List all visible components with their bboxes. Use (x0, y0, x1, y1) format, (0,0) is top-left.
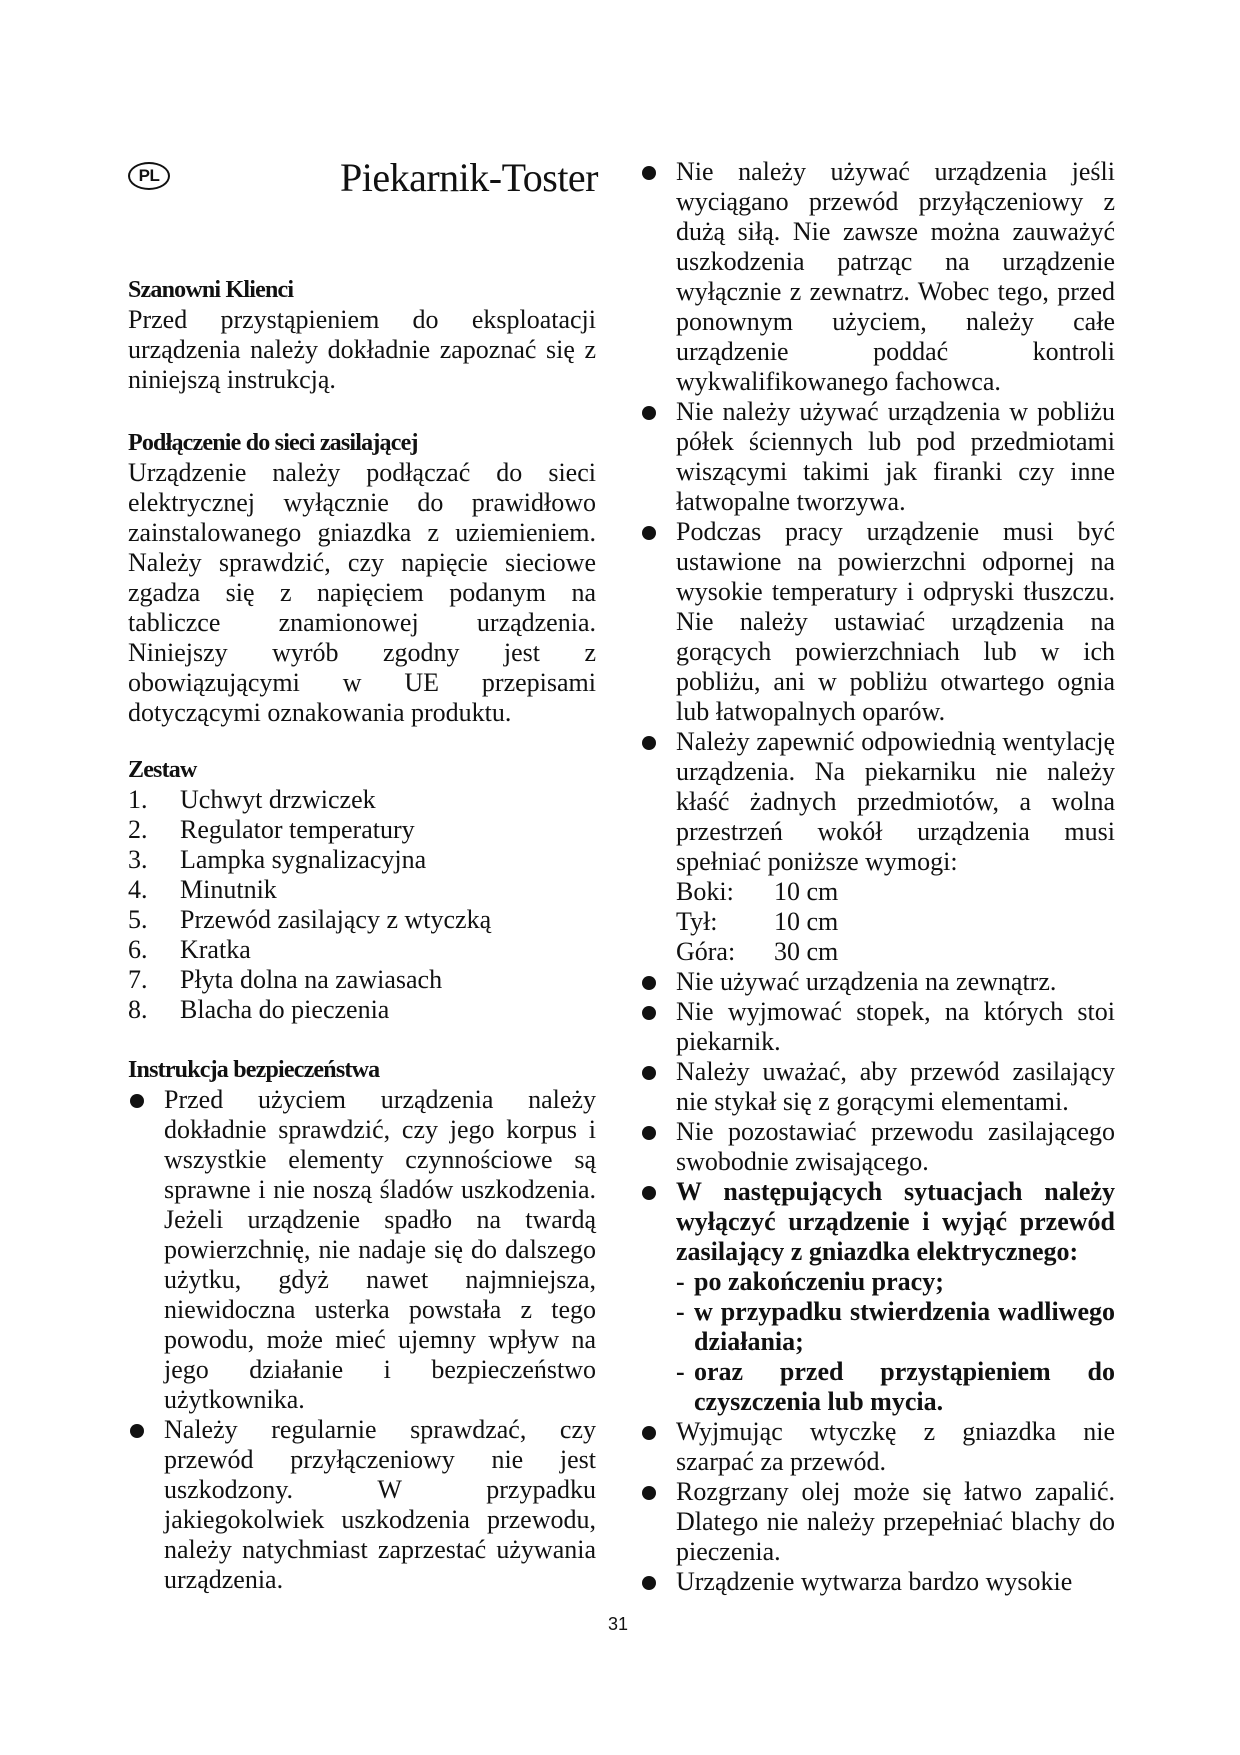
bullet-icon (642, 976, 656, 990)
intro-heading: Szanowni Klienci (128, 277, 294, 303)
list-item (640, 157, 1115, 397)
item-text: Przed użyciem urządzenia należy dokładnie sprawdzić, czy jego korpus i wszystkie elementy czynnościowe są sprawne i nie noszą śladów uszkodzenia. Jeżeli urządzenie spadło na twardą powierzchnię, nie nadaje się do dalszego użytku, gdyż nawet najmniejsza, niewidoczna usterka powstała z tego powodu, może mieć ujemny wpływ na jego działanie i bezpieczeństwo użytkownika. (164, 1085, 596, 1414)
list-item (128, 785, 596, 815)
item-number: 8. (128, 995, 148, 1024)
list-item (640, 727, 1115, 967)
list-item (128, 965, 596, 995)
item-text: Rozgrzany olej może się łatwo zapalić. Dlatego nie należy przepełniać blachy do pieczenia. (676, 1477, 1115, 1566)
item-number: 5. (128, 905, 148, 934)
dash-mark: - (676, 1357, 685, 1386)
item-text: Nie wyjmować stopek, na których stoi piekarnik. (676, 997, 1115, 1056)
clearance-value: 30 cm (774, 937, 839, 966)
item-number: 3. (128, 845, 148, 874)
safety-list (128, 1085, 596, 1595)
item-text: Wyjmując wtyczkę z gniazdka nie szarpać za przewód. (676, 1417, 1115, 1476)
list-item (640, 1057, 1115, 1117)
set-heading: Zestaw (128, 757, 197, 783)
bullet-icon (642, 1426, 656, 1440)
intro-text: Przed przystąpieniem do eksploatacji urządzenia należy dokładnie zapoznać się z niniejszą instrukcją. (128, 305, 596, 394)
list-item (640, 397, 1115, 517)
bullet-icon (642, 1066, 656, 1080)
connection-heading: Podłączenie do sieci zasilającej (128, 430, 418, 456)
bullet-icon (642, 1186, 656, 1200)
item-text: Należy zapewnić odpowiednią wentylację urządzenia. Na piekarniku nie należy kłaść żadnych przedmiotów, a wolna przestrzeń wokół urządzenia musi spełniać poniższe wymogi: (676, 727, 1115, 876)
clearance-label: Góra: (676, 937, 736, 966)
dash-mark: - (676, 1267, 685, 1296)
item-text: Należy uważać, aby przewód zasilający nie stykał się z gorącymi elementami. (676, 1057, 1115, 1116)
item-text: Nie należy używać urządzenia jeśli wyciągano przewód przyłączeniowy z dużą siłą. Nie zawsze można zauważyć uszkodzenia patrząc na urządzenie wyłącznie z zewnatrz. Wobec tego, przed ponownym użyciem, należy całe urządzenie poddać kontroli wykwalifikowanego fachowca. (676, 157, 1115, 396)
list-item (128, 845, 596, 875)
list-item (640, 1117, 1115, 1177)
list-item (128, 1085, 596, 1415)
sub-item-text: oraz przed przystąpieniem do czyszczenia lub mycia. (694, 1357, 1115, 1416)
item-text: Podczas pracy urządzenie musi być ustawione na powierzchni odpornej na wysokie temperatury i odpryski tłuszczu. Nie należy ustawiać urządzenia na gorących powierzchniach lub w ich pobliżu, ani w pobliżu otwartego ognia lub łatwopalnych oparów. (676, 517, 1115, 726)
item-number: 7. (128, 965, 148, 994)
item-label: Lampka sygnalizacyjna (180, 845, 427, 874)
item-text: Należy regularnie sprawdzać, czy przewód przyłączeniowy nie jest uszkodzony. W przypadku jakiegokolwiek uszkodzenia przewodu, należy natychmiast zaprzestać używania urządzenia. (164, 1415, 596, 1594)
bullet-icon (642, 1006, 656, 1020)
bullet-icon (642, 166, 656, 180)
list-item (640, 1417, 1115, 1477)
bullet-icon (642, 406, 656, 420)
unplug-sublist (676, 1267, 1115, 1417)
bullet-icon (130, 1094, 144, 1108)
item-label: Regulator temperatury (180, 815, 415, 844)
item-label: Blacha do pieczenia (180, 995, 390, 1024)
list-item (640, 997, 1115, 1057)
document-title: Piekarnik-Toster (339, 155, 598, 200)
connection-text: Urządzenie należy podłączać do sieci elektrycznej wyłącznie do prawidłowo zainstalowanego gniazdka z uziemieniem. Należy sprawdzić, czy napięcie sieciowe zgadza się z napięciem podanym na tabliczce znamionowej urządzenia. Niniejszy wyrób zgodny jest z obowiązującymi w UE przepisami dotyczącymi oznakowania produktu. (128, 458, 596, 727)
item-label: Minutnik (180, 875, 277, 904)
bullet-icon (642, 1576, 656, 1590)
item-text: Urządzenie wytwarza bardzo wysokie (676, 1567, 1073, 1596)
bullet-icon (642, 526, 656, 540)
bullet-icon (642, 736, 656, 750)
safety-list-continued (640, 157, 1115, 1597)
item-number: 2. (128, 815, 148, 844)
item-number: 4. (128, 875, 148, 904)
page-number: 31 (607, 1614, 629, 1634)
item-text: Nie należy używać urządzenia w pobliżu półek ściennych lub pod przedmiotami wiszącymi takimi jak firanki czy inne łatwopalne tworzywa. (676, 397, 1115, 516)
item-label: Kratka (180, 935, 251, 964)
clearance-value: 10 cm (774, 907, 839, 936)
dash-mark: - (676, 1297, 685, 1326)
set-list (128, 785, 596, 1025)
list-item (128, 905, 596, 935)
list-item (640, 1177, 1115, 1417)
language-badge: PL (128, 162, 170, 190)
sub-item (676, 1297, 1115, 1357)
item-label: Płyta dolna na zawiasach (180, 965, 443, 994)
sub-item (676, 1267, 1115, 1297)
list-item (128, 1415, 596, 1595)
safety-heading: Instrukcja bezpieczeństwa (128, 1057, 380, 1083)
list-item (640, 517, 1115, 727)
list-item (128, 815, 596, 845)
list-item (640, 967, 1115, 997)
list-item (128, 875, 596, 905)
sub-item (676, 1357, 1115, 1417)
sub-item-text: w przypadku stwierdzenia wadliwego działania; (694, 1297, 1115, 1356)
item-label: Uchwyt drzwiczek (180, 785, 376, 814)
list-item (128, 995, 596, 1025)
list-item (128, 935, 596, 965)
item-number: 1. (128, 785, 148, 814)
clearance-value: 10 cm (774, 877, 839, 906)
sub-item-text: po zakończeniu pracy; (694, 1267, 944, 1296)
bullet-icon (642, 1486, 656, 1500)
list-item (640, 1477, 1115, 1567)
item-label: Przewód zasilający z wtyczką (180, 905, 492, 934)
item-text: W następujących sytuacjach należy wyłączyć urządzenie i wyjąć przewód zasilający z gniazdka elektrycznego: (676, 1177, 1115, 1266)
item-number: 6. (128, 935, 148, 964)
item-text: Nie używać urządzenia na zewnątrz. (676, 967, 1057, 996)
bullet-icon (130, 1424, 144, 1438)
clearance-label: Boki: (676, 877, 734, 906)
bullet-icon (642, 1126, 656, 1140)
item-text: Nie pozostawiać przewodu zasilającego swobodnie zwisającego. (676, 1117, 1115, 1176)
list-item (640, 1567, 1115, 1597)
clearance-table (676, 877, 1115, 967)
clearance-label: Tył: (676, 907, 718, 936)
